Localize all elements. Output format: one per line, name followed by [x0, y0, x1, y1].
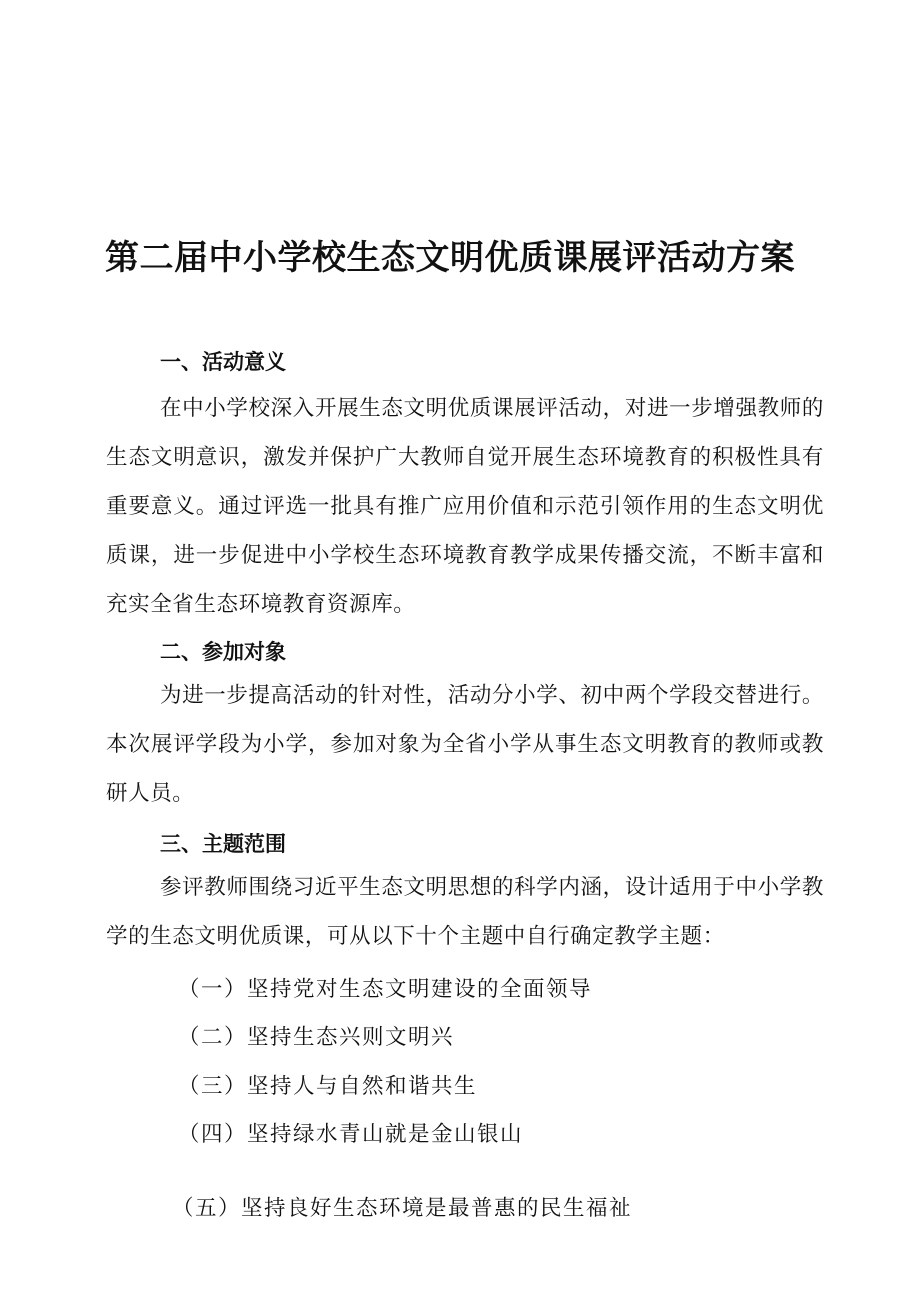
- section-heading-significance: 一、活动意义: [160, 350, 286, 374]
- section-heading-topics: 三、主题范围: [160, 832, 286, 856]
- section-paragraph-significance: 在中小学校深入开展生态文明优质课展评活动，对进一步增强教师的生态文明意识，激发并保护广大教师自觉开展生态环境教育的积极性具有重要意义。通过评选一批具有推广应用价值和示范引领作用的生态文明优质课，进一步促进中小学校生态环境教育教学成果传播交流，不断丰富和充实全省生态环境教育资源库。: [106, 396, 824, 617]
- topic-item: （五）坚持良好生态环境是最普惠的民生福祉: [172, 1196, 633, 1221]
- section-heading-participants: 二、参加对象: [160, 640, 286, 664]
- section-paragraph-participants: 为进一步提高活动的针对性，活动分小学、初中两个学段交替进行。本次展评学段为小学，参加对象为全省小学从事生态文明教育的教师或教研人员。: [106, 683, 824, 806]
- document-title: 第二届中小学校生态文明优质课展评活动方案: [105, 238, 795, 278]
- section-paragraph-topics: 参评教师围绕习近平生态文明思想的科学内涵，设计适用于中小学教学的生态文明优质课，可从以下十个主题中自行确定教学主题：: [106, 875, 824, 949]
- topic-item: （四）坚持绿水青山就是金山银山: [178, 1122, 524, 1147]
- topic-item: （三）坚持人与自然和谐共生: [178, 1074, 478, 1099]
- topic-item: （二）坚持生态兴则文明兴: [178, 1025, 455, 1050]
- topic-item: （一）坚持党对生态文明建设的全面领导: [178, 977, 593, 1002]
